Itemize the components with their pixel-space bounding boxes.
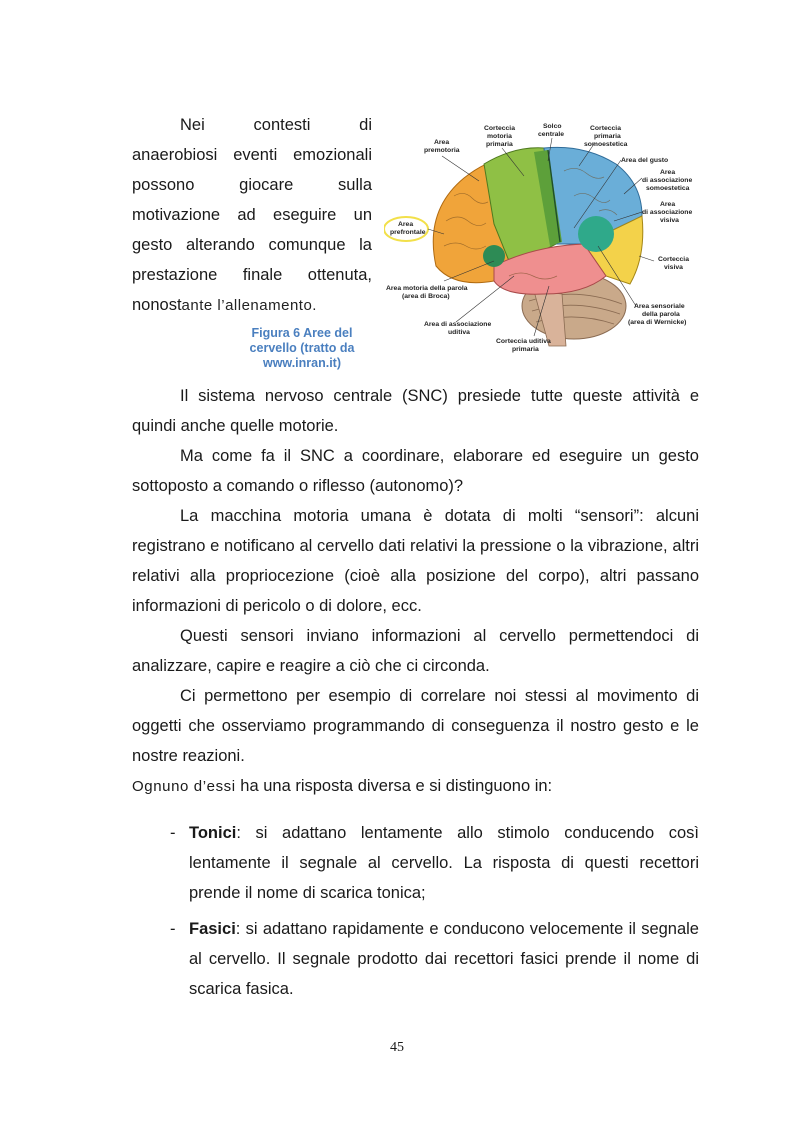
svg-text:Area di associazioneuditiva: Area di associazione uditiva <box>424 321 492 336</box>
intro-line: possono giocare sulla <box>132 176 372 194</box>
body-text <box>132 381 699 802</box>
svg-text:Areaprefrontale: Area prefrontale <box>390 221 426 236</box>
label-assoc-somoestetica: Area <box>660 169 676 176</box>
svg-text:Areapremotoria: Area premotoria <box>424 139 460 154</box>
page-number: 45 <box>390 1040 404 1055</box>
intro-line: anaerobiosi eventi emozionali <box>132 146 372 164</box>
svg-text:Solcocentrale: Solco centrale <box>538 123 565 138</box>
list-dash: - <box>170 824 176 842</box>
paragraph <box>132 621 699 681</box>
intro-line: gesto alterando comunque la <box>132 236 372 254</box>
paragraph-text: Questi sensori inviano informazioni al cervello permettendoci di analizzare, capire e reagire a ciò che ci circonda. <box>132 627 699 675</box>
brain-figure <box>384 116 702 358</box>
label-corteccia-motoria: Corteccia <box>484 125 515 132</box>
label-assoc-visiva: Area <box>660 201 676 208</box>
receptor-list <box>164 818 699 1010</box>
paragraph <box>132 441 699 501</box>
svg-text:Cortecciavisiva: Corteccia visiva <box>658 256 689 271</box>
list-item <box>164 914 699 1004</box>
svg-text:Area sensorialedella parola(ar: Area sensoriale della parola (area di Wernicke) <box>628 303 687 326</box>
svg-text:Cortecciaprimariasomoestetica: Corteccia primaria somoestetica <box>584 125 628 148</box>
paragraph-text: La macchina motoria umana è dotata di molti “sensori”: alcuni registrano e notificano al cervello dati relativi la pressione o la vibrazione, altri relativi alla propriocezione (cioè alla posizione del corpo), altri passano informazioni di pericolo o di dolore, ecc. <box>132 507 699 615</box>
label-broca: Area motoria della parola <box>386 285 468 292</box>
intro-last-a: nonost <box>132 296 182 314</box>
svg-text:Area motoria della parola(area: Area motoria della parola (area di Broca) <box>386 285 468 300</box>
paragraph <box>132 501 699 621</box>
paragraph-text: Ma come fa il SNC a coordinare, elaborare ed eseguire un gesto sottoposto a comando o riflesso (autonomo)? <box>132 447 699 495</box>
intro-paragraph <box>132 110 372 321</box>
svg-text:Areadi associazionesomoestetic: Area di associazione somoestetica <box>642 169 693 192</box>
svg-text:Cortecciamotoriaprimaria: Corteccia motoria primaria <box>484 125 515 148</box>
intro-line: prestazione finale ottenuta, <box>132 266 372 284</box>
paragraph-lead: Ognuno d’essi <box>132 778 236 795</box>
label-area-prefrontale: Area <box>398 221 414 228</box>
intro-line: motivazione ad eseguire un <box>132 206 372 224</box>
list-text: : si adattano rapidamente e conducono velocemente il segnale al cervello. Il segnale prodotto dai recettori fasici prende il nome di scarica fasica. <box>189 920 699 998</box>
label-assoc-uditiva: Area di associazione <box>424 321 492 328</box>
label-area-premotoria: Area <box>434 139 450 146</box>
svg-text:Corteccia uditivaprimaria: Corteccia uditiva primaria <box>496 338 551 353</box>
list-term: Tonici <box>189 824 237 842</box>
list-item <box>164 818 699 908</box>
list-dash: - <box>170 920 176 938</box>
intro-line: Nei contesti di <box>180 116 372 134</box>
intro-last-line <box>132 290 372 321</box>
label-solco-centrale: Solco <box>543 123 562 130</box>
label-wernicke: Area sensoriale <box>634 303 685 310</box>
paragraph-text: Il sistema nervoso centrale (SNC) presiede tutte queste attività e quindi anche quelle motorie. <box>132 387 699 435</box>
svg-text:Areadi associazionevisiva: Area di associazione visiva <box>642 201 693 224</box>
label-corteccia-visiva: Corteccia <box>658 256 689 263</box>
paragraph-text: ha una risposta diversa e si distinguono in: <box>235 777 553 795</box>
paragraph-text: Ci permettono per esempio di correlare noi stessi al movimento di oggetti che osserviamo programmando di conseguenza il nostro gesto e le nostre reazioni. <box>132 687 699 765</box>
paragraph <box>132 381 699 441</box>
label-corteccia-uditiva: Corteccia uditiva <box>496 338 551 345</box>
list-text: : si adattano lentamente allo stimolo conducendo così lentamente il segnale al cervello. La risposta di questi recettori prende il nome di scarica tonica; <box>189 824 699 902</box>
brain-illustration <box>384 116 702 358</box>
paragraph <box>132 771 699 802</box>
paragraph <box>132 681 699 771</box>
figure-caption: Figura 6 Aree del cervello (tratto da www.inran.it) <box>249 326 355 370</box>
intro-last-b: ante l’allenamento. <box>181 297 317 314</box>
list-term: Fasici <box>189 920 236 938</box>
label-corteccia-somestetica: Corteccia <box>590 125 621 132</box>
label-area-gusto: Area del gusto <box>621 157 669 164</box>
